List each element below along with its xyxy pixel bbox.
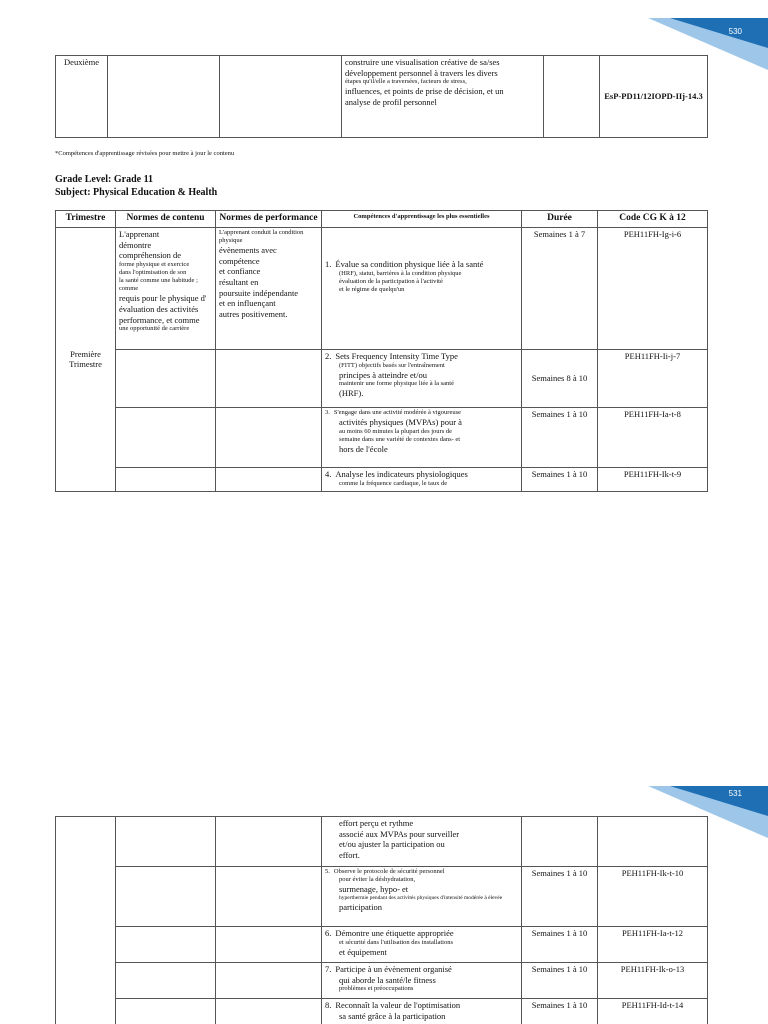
table-row xyxy=(56,927,708,963)
page-531 xyxy=(0,512,768,1024)
code-8: PEH11FH-Id-t-14 xyxy=(598,999,708,1024)
table-row xyxy=(56,349,708,407)
competency-code: EsP-PD11/12IOPD-IIj-14.3 xyxy=(600,56,708,138)
duration-5: Semaines 1 à 10 xyxy=(522,867,598,927)
competency-6: 6. Démontre une étiquette appropriée et sécurité dans l'utilisation des installations et équipement xyxy=(322,927,522,963)
duration-2: Semaines 8 à 10 xyxy=(522,349,598,407)
grade-header xyxy=(55,174,217,199)
code-2: PEH11FH-Ii-j-7 xyxy=(598,349,708,407)
table-row xyxy=(56,467,708,491)
competency-3: 3. S'engage dans une activité modérée à vigoureuse activités physiques (MVPAs) pour à au moins 60 minutes la plupart des jours de semaine dans une variété de contextes dans- et hors de l'école xyxy=(322,407,522,467)
content-standard: L'apprenant démontre compréhension de forme physique et exercice dans l'optimisation de son la santé comme une habitude ; comme requis pour le physique d' évaluation des activités performance, et comme une opportunité de carrière xyxy=(116,227,216,349)
duration-1: Semaines 1 à 7 xyxy=(522,227,598,349)
table-row xyxy=(56,817,708,867)
code-1: PEH11FH-Ig-i-6 xyxy=(598,227,708,349)
col-normes-contenu: Normes de contenu xyxy=(116,211,216,228)
code-7: PEH11FH-Ik-o-13 xyxy=(598,963,708,999)
duration-4: Semaines 1 à 10 xyxy=(522,467,598,491)
col-competences: Compétences d'apprentissage les plus essentielles xyxy=(322,211,522,228)
col-normes-performance: Normes de performance xyxy=(216,211,322,228)
revision-note: *Compétences d'apprentissage révisées pour mettre à jour le contenu xyxy=(55,150,235,157)
competency-4-continued: effort perçu et rythme associé aux MVPAs pour surveiller et/ou ajuster la participation ou effort. xyxy=(322,817,522,867)
performance-standard: L'apprenant conduit la condition physique évènements avec compétence et confiance résultant en poursuite indépendante et en influençant autres positivement. xyxy=(216,227,322,349)
table-header-row xyxy=(56,211,708,228)
code-6: PEH11FH-Ia-t-12 xyxy=(598,927,708,963)
table-row xyxy=(56,963,708,999)
duration-6: Semaines 1 à 10 xyxy=(522,927,598,963)
code-4: PEH11FH-Ik-t-9 xyxy=(598,467,708,491)
competency-4: 4. Analyse les indicateurs physiologiques comme la fréquence cardiaque, le taux de xyxy=(322,467,522,491)
top-table xyxy=(55,55,708,138)
col-code: Code CG K à 12 xyxy=(598,211,708,228)
competency-2: 2. Sets Frequency Intensity Time Type (FITT) objectifs basés sur l'entraînement principes à atteindre et/ou maintenir une forme physique liée à la santé (HRF). xyxy=(322,349,522,407)
competency-continued: construire une visualisation créative de sa/ses développement personnel à travers les divers étapes qu'il/elle a traversées, facteurs de stress, influences, et points de prise de décision, et un analyse de profil personnel xyxy=(342,56,544,138)
code-5: PEH11FH-Ik-t-10 xyxy=(598,867,708,927)
duration-7: Semaines 1 à 10 xyxy=(522,963,598,999)
quarter-cell: Première Trimestre xyxy=(56,227,116,491)
grade-level: Grade Level: Grade 11 xyxy=(55,174,154,185)
table-row xyxy=(56,407,708,467)
table-row xyxy=(56,227,708,349)
table-row xyxy=(56,999,708,1024)
page-number: 531 xyxy=(728,789,742,798)
semester-label: Deuxième xyxy=(56,56,108,138)
competency-7: 7. Participe à un évènement organisé qui aborde la santé/le fitness problèmes et préoccupations xyxy=(322,963,522,999)
competency-8: 8. Reconnaît la valeur de l'optimisation sa santé grâce à la participation xyxy=(322,999,522,1024)
code-3: PEH11FH-Ia-t-8 xyxy=(598,407,708,467)
table-row xyxy=(56,867,708,927)
subject: Subject: Physical Education & Health xyxy=(55,186,218,198)
curriculum-table-continued xyxy=(55,816,708,1024)
col-duree: Durée xyxy=(522,211,598,228)
duration-3: Semaines 1 à 10 xyxy=(522,407,598,467)
col-trimestre: Trimestre xyxy=(56,211,116,228)
page-number: 530 xyxy=(728,27,742,36)
competency-1: 1. Évalue sa condition physique liée à la santé (HRF), statut, barrières à la condition physique évaluation de la participation à l'activité et le régime de quelqu'un xyxy=(322,227,522,349)
duration-8: Semaines 1 à 10 xyxy=(522,999,598,1024)
curriculum-table xyxy=(55,210,708,492)
competency-5: 5. Observe le protocole de sécurité personnel pour éviter la déshydratation, surmenage, hypo- et hyperthermie pendant des activités physiques d'intensité modérée à élevée participation xyxy=(322,867,522,927)
